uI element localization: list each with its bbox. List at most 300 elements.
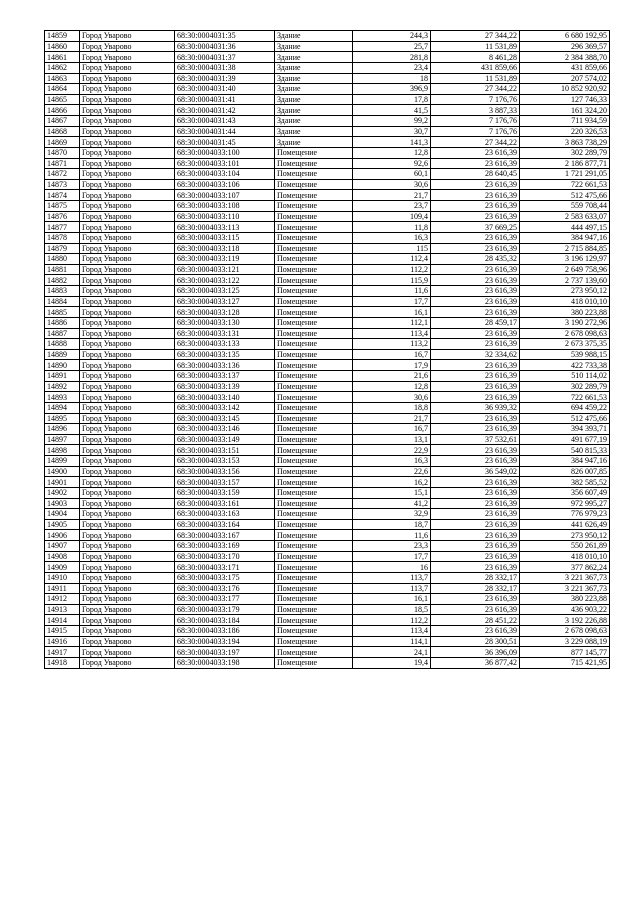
unit-value-cell: 23 616,39 — [431, 456, 520, 467]
object-type-cell: Помещение — [275, 498, 353, 509]
row-number-cell: 14865 — [45, 94, 80, 105]
area-cell: 23,4 — [353, 62, 431, 73]
cadastral-value-cell: 539 988,15 — [520, 349, 610, 360]
locality-cell: Город Уварово — [80, 572, 175, 583]
table-row — [45, 392, 610, 403]
area-cell: 112,4 — [353, 254, 431, 265]
table-row — [45, 147, 610, 158]
object-type-cell: Помещение — [275, 158, 353, 169]
area-cell: 112,2 — [353, 615, 431, 626]
area-cell: 17,9 — [353, 360, 431, 371]
cadastral-value-cell: 512 475,66 — [520, 413, 610, 424]
locality-cell: Город Уварово — [80, 254, 175, 265]
locality-cell: Город Уварово — [80, 498, 175, 509]
object-type-cell: Здание — [275, 116, 353, 127]
table-row — [45, 647, 610, 658]
area-cell: 18 — [353, 73, 431, 84]
row-number-cell: 14878 — [45, 232, 80, 243]
table-row — [45, 434, 610, 445]
cadastral-number-cell: 68:30:0004033:121 — [175, 264, 275, 275]
locality-cell: Город Уварово — [80, 657, 175, 668]
cadastral-number-cell: 68:30:0004033:153 — [175, 456, 275, 467]
locality-cell: Город Уварово — [80, 339, 175, 350]
cadastral-value-cell: 972 995,27 — [520, 498, 610, 509]
table-row — [45, 307, 610, 318]
area-cell: 396,9 — [353, 84, 431, 95]
table-row — [45, 424, 610, 435]
table-row — [45, 402, 610, 413]
cadastral-value-cell: 2 737 139,60 — [520, 275, 610, 286]
table-row — [45, 243, 610, 254]
cadastral-number-cell: 68:30:0004033:161 — [175, 498, 275, 509]
row-number-cell: 14918 — [45, 657, 80, 668]
object-type-cell: Помещение — [275, 392, 353, 403]
cadastral-number-cell: 68:30:0004031:37 — [175, 52, 275, 63]
table-row — [45, 339, 610, 350]
row-number-cell: 14914 — [45, 615, 80, 626]
table-row — [45, 615, 610, 626]
cadastral-value-cell: 3 221 367,73 — [520, 572, 610, 583]
row-number-cell: 14876 — [45, 211, 80, 222]
cadastral-value-cell: 441 626,49 — [520, 519, 610, 530]
row-number-cell: 14893 — [45, 392, 80, 403]
locality-cell: Город Уварово — [80, 222, 175, 233]
object-type-cell: Помещение — [275, 371, 353, 382]
object-type-cell: Помещение — [275, 201, 353, 212]
locality-cell: Город Уварово — [80, 551, 175, 562]
row-number-cell: 14897 — [45, 434, 80, 445]
row-number-cell: 14882 — [45, 275, 80, 286]
area-cell: 114,1 — [353, 636, 431, 647]
area-cell: 16,2 — [353, 477, 431, 488]
cadastral-number-cell: 68:30:0004033:115 — [175, 232, 275, 243]
cadastral-value-cell: 380 223,88 — [520, 594, 610, 605]
cadastral-number-cell: 68:30:0004033:119 — [175, 254, 275, 265]
unit-value-cell: 23 616,39 — [431, 498, 520, 509]
cadastral-number-cell: 68:30:0004033:169 — [175, 541, 275, 552]
cadastral-value-cell: 2 384 388,70 — [520, 52, 610, 63]
locality-cell: Город Уварово — [80, 62, 175, 73]
locality-cell: Город Уварово — [80, 328, 175, 339]
unit-value-cell: 28 451,22 — [431, 615, 520, 626]
area-cell: 113,4 — [353, 328, 431, 339]
cadastral-number-cell: 68:30:0004031:36 — [175, 41, 275, 52]
cadastral-value-table — [44, 30, 610, 669]
unit-value-cell: 36 939,32 — [431, 402, 520, 413]
cadastral-value-cell: 711 934,59 — [520, 116, 610, 127]
area-cell: 281,8 — [353, 52, 431, 63]
locality-cell: Город Уварово — [80, 243, 175, 254]
unit-value-cell: 36 549,02 — [431, 466, 520, 477]
table-row — [45, 84, 610, 95]
unit-value-cell: 23 616,39 — [431, 371, 520, 382]
cadastral-number-cell: 68:30:0004033:107 — [175, 190, 275, 201]
unit-value-cell: 23 616,39 — [431, 275, 520, 286]
area-cell: 16,1 — [353, 594, 431, 605]
area-cell: 41,2 — [353, 498, 431, 509]
cadastral-number-cell: 68:30:0004033:110 — [175, 211, 275, 222]
table-row — [45, 222, 610, 233]
table-row — [45, 509, 610, 520]
locality-cell: Город Уварово — [80, 169, 175, 180]
unit-value-cell: 37 532,61 — [431, 434, 520, 445]
cadastral-number-cell: 68:30:0004033:156 — [175, 466, 275, 477]
table-row — [45, 360, 610, 371]
area-cell: 11,8 — [353, 222, 431, 233]
table-row — [45, 636, 610, 647]
cadastral-number-cell: 68:30:0004033:130 — [175, 317, 275, 328]
cadastral-value-cell: 540 815,33 — [520, 445, 610, 456]
area-cell: 244,3 — [353, 31, 431, 42]
object-type-cell: Помещение — [275, 434, 353, 445]
cadastral-value-cell: 3 863 738,29 — [520, 137, 610, 148]
object-type-cell: Здание — [275, 126, 353, 137]
row-number-cell: 14860 — [45, 41, 80, 52]
cadastral-value-cell: 2 715 884,85 — [520, 243, 610, 254]
table-row — [45, 604, 610, 615]
row-number-cell: 14862 — [45, 62, 80, 73]
unit-value-cell: 23 616,39 — [431, 604, 520, 615]
unit-value-cell: 32 334,62 — [431, 349, 520, 360]
cadastral-number-cell: 68:30:0004033:197 — [175, 647, 275, 658]
cadastral-value-cell: 491 677,19 — [520, 434, 610, 445]
cadastral-value-cell: 384 947,16 — [520, 232, 610, 243]
row-number-cell: 14906 — [45, 530, 80, 541]
cadastral-number-cell: 68:30:0004031:39 — [175, 73, 275, 84]
cadastral-value-cell: 207 574,02 — [520, 73, 610, 84]
row-number-cell: 14873 — [45, 179, 80, 190]
object-type-cell: Помещение — [275, 296, 353, 307]
object-type-cell: Помещение — [275, 190, 353, 201]
table-row — [45, 169, 610, 180]
locality-cell: Город Уварово — [80, 530, 175, 541]
table-row — [45, 179, 610, 190]
object-type-cell: Здание — [275, 62, 353, 73]
object-type-cell: Помещение — [275, 466, 353, 477]
unit-value-cell: 23 616,39 — [431, 296, 520, 307]
area-cell: 22,9 — [353, 445, 431, 456]
row-number-cell: 14885 — [45, 307, 80, 318]
row-number-cell: 14894 — [45, 402, 80, 413]
area-cell: 12,8 — [353, 147, 431, 158]
table-row — [45, 626, 610, 637]
area-cell: 11,6 — [353, 530, 431, 541]
cadastral-value-cell: 444 497,15 — [520, 222, 610, 233]
object-type-cell: Помещение — [275, 456, 353, 467]
unit-value-cell: 23 616,39 — [431, 509, 520, 520]
object-type-cell: Помещение — [275, 147, 353, 158]
cadastral-value-cell: 722 661,53 — [520, 392, 610, 403]
unit-value-cell: 23 616,39 — [431, 286, 520, 297]
unit-value-cell: 23 616,39 — [431, 445, 520, 456]
row-number-cell: 14909 — [45, 562, 80, 573]
cadastral-value-cell: 431 859,66 — [520, 62, 610, 73]
table-row — [45, 94, 610, 105]
table-row — [45, 562, 610, 573]
locality-cell: Город Уварово — [80, 31, 175, 42]
cadastral-number-cell: 68:30:0004033:164 — [175, 519, 275, 530]
area-cell: 23,3 — [353, 541, 431, 552]
row-number-cell: 14874 — [45, 190, 80, 201]
locality-cell: Город Уварово — [80, 381, 175, 392]
area-cell: 16,7 — [353, 349, 431, 360]
locality-cell: Город Уварово — [80, 264, 175, 275]
cadastral-value-cell: 356 607,49 — [520, 487, 610, 498]
row-number-cell: 14904 — [45, 509, 80, 520]
row-number-cell: 14892 — [45, 381, 80, 392]
cadastral-value-cell: 2 678 098,63 — [520, 328, 610, 339]
locality-cell: Город Уварово — [80, 392, 175, 403]
unit-value-cell: 23 616,39 — [431, 179, 520, 190]
table-row — [45, 190, 610, 201]
object-type-cell: Помещение — [275, 381, 353, 392]
area-cell: 19,4 — [353, 657, 431, 668]
cadastral-number-cell: 68:30:0004033:139 — [175, 381, 275, 392]
unit-value-cell: 23 616,39 — [431, 626, 520, 637]
cadastral-value-cell: 550 261,89 — [520, 541, 610, 552]
cadastral-value-cell: 273 950,12 — [520, 530, 610, 541]
cadastral-value-cell: 512 475,66 — [520, 190, 610, 201]
object-type-cell: Помещение — [275, 286, 353, 297]
unit-value-cell: 23 616,39 — [431, 360, 520, 371]
cadastral-number-cell: 68:30:0004031:35 — [175, 31, 275, 42]
cadastral-number-cell: 68:30:0004033:125 — [175, 286, 275, 297]
cadastral-number-cell: 68:30:0004033:179 — [175, 604, 275, 615]
unit-value-cell: 3 887,33 — [431, 105, 520, 116]
locality-cell: Город Уварово — [80, 105, 175, 116]
table-row — [45, 317, 610, 328]
area-cell: 16,7 — [353, 424, 431, 435]
row-number-cell: 14859 — [45, 31, 80, 42]
area-cell: 21,6 — [353, 371, 431, 382]
unit-value-cell: 11 531,89 — [431, 41, 520, 52]
cadastral-value-cell: 418 010,10 — [520, 551, 610, 562]
cadastral-value-cell: 722 661,53 — [520, 179, 610, 190]
area-cell: 99,2 — [353, 116, 431, 127]
row-number-cell: 14898 — [45, 445, 80, 456]
row-number-cell: 14861 — [45, 52, 80, 63]
locality-cell: Город Уварово — [80, 456, 175, 467]
row-number-cell: 14881 — [45, 264, 80, 275]
area-cell: 109,4 — [353, 211, 431, 222]
area-cell: 16,3 — [353, 232, 431, 243]
locality-cell: Город Уварово — [80, 84, 175, 95]
row-number-cell: 14867 — [45, 116, 80, 127]
row-number-cell: 14872 — [45, 169, 80, 180]
locality-cell: Город Уварово — [80, 604, 175, 615]
object-type-cell: Помещение — [275, 413, 353, 424]
object-type-cell: Помещение — [275, 583, 353, 594]
unit-value-cell: 23 616,39 — [431, 307, 520, 318]
locality-cell: Город Уварово — [80, 371, 175, 382]
table-row — [45, 541, 610, 552]
object-type-cell: Помещение — [275, 243, 353, 254]
row-number-cell: 14900 — [45, 466, 80, 477]
unit-value-cell: 23 616,39 — [431, 158, 520, 169]
unit-value-cell: 23 616,39 — [431, 328, 520, 339]
locality-cell: Город Уварово — [80, 116, 175, 127]
table-row — [45, 594, 610, 605]
table-row — [45, 73, 610, 84]
cadastral-number-cell: 68:30:0004031:45 — [175, 137, 275, 148]
row-number-cell: 14863 — [45, 73, 80, 84]
cadastral-number-cell: 68:30:0004033:128 — [175, 307, 275, 318]
table-row — [45, 519, 610, 530]
area-cell: 115 — [353, 243, 431, 254]
locality-cell: Город Уварово — [80, 73, 175, 84]
row-number-cell: 14908 — [45, 551, 80, 562]
unit-value-cell: 23 616,39 — [431, 530, 520, 541]
unit-value-cell: 28 332,17 — [431, 583, 520, 594]
object-type-cell: Помещение — [275, 254, 353, 265]
cadastral-value-cell: 1 721 291,05 — [520, 169, 610, 180]
table-row — [45, 487, 610, 498]
table-row — [45, 201, 610, 212]
cadastral-number-cell: 68:30:0004033:142 — [175, 402, 275, 413]
unit-value-cell: 23 616,39 — [431, 147, 520, 158]
object-type-cell: Помещение — [275, 360, 353, 371]
cadastral-value-cell: 161 324,20 — [520, 105, 610, 116]
locality-cell: Город Уварово — [80, 211, 175, 222]
object-type-cell: Помещение — [275, 541, 353, 552]
area-cell: 16,3 — [353, 456, 431, 467]
area-cell: 41,5 — [353, 105, 431, 116]
row-number-cell: 14913 — [45, 604, 80, 615]
object-type-cell: Помещение — [275, 647, 353, 658]
area-cell: 112,2 — [353, 264, 431, 275]
cadastral-value-cell: 510 114,02 — [520, 371, 610, 382]
table-row — [45, 264, 610, 275]
unit-value-cell: 23 616,39 — [431, 232, 520, 243]
unit-value-cell: 28 300,51 — [431, 636, 520, 647]
object-type-cell: Здание — [275, 105, 353, 116]
object-type-cell: Помещение — [275, 551, 353, 562]
cadastral-number-cell: 68:30:0004031:40 — [175, 84, 275, 95]
area-cell: 30,7 — [353, 126, 431, 137]
object-type-cell: Здание — [275, 41, 353, 52]
row-number-cell: 14915 — [45, 626, 80, 637]
area-cell: 60,1 — [353, 169, 431, 180]
table-row — [45, 445, 610, 456]
area-cell: 24,1 — [353, 647, 431, 658]
locality-cell: Город Уварово — [80, 360, 175, 371]
cadastral-number-cell: 68:30:0004031:42 — [175, 105, 275, 116]
table-row — [45, 52, 610, 63]
cadastral-value-cell: 694 459,22 — [520, 402, 610, 413]
object-type-cell: Помещение — [275, 349, 353, 360]
cadastral-number-cell: 68:30:0004033:151 — [175, 445, 275, 456]
area-cell: 13,1 — [353, 434, 431, 445]
cadastral-value-cell: 273 950,12 — [520, 286, 610, 297]
locality-cell: Город Уварово — [80, 147, 175, 158]
cadastral-number-cell: 68:30:0004033:135 — [175, 349, 275, 360]
locality-cell: Город Уварово — [80, 41, 175, 52]
cadastral-value-cell: 394 393,71 — [520, 424, 610, 435]
table-row — [45, 62, 610, 73]
unit-value-cell: 28 459,17 — [431, 317, 520, 328]
locality-cell: Город Уварово — [80, 307, 175, 318]
area-cell: 16 — [353, 562, 431, 573]
cadastral-value-cell: 826 007,85 — [520, 466, 610, 477]
object-type-cell: Помещение — [275, 445, 353, 456]
locality-cell: Город Уварово — [80, 519, 175, 530]
cadastral-value-cell: 3 229 088,19 — [520, 636, 610, 647]
table-row — [45, 211, 610, 222]
cadastral-value-cell: 436 903,22 — [520, 604, 610, 615]
row-number-cell: 14910 — [45, 572, 80, 583]
object-type-cell: Помещение — [275, 509, 353, 520]
object-type-cell: Здание — [275, 94, 353, 105]
area-cell: 30,6 — [353, 179, 431, 190]
object-type-cell: Помещение — [275, 530, 353, 541]
cadastral-value-cell: 559 708,44 — [520, 201, 610, 212]
table-row — [45, 328, 610, 339]
row-number-cell: 14871 — [45, 158, 80, 169]
locality-cell: Город Уварово — [80, 179, 175, 190]
row-number-cell: 14880 — [45, 254, 80, 265]
area-cell: 11,6 — [353, 286, 431, 297]
unit-value-cell: 23 616,39 — [431, 594, 520, 605]
table-row — [45, 296, 610, 307]
unit-value-cell: 23 616,39 — [431, 211, 520, 222]
cadastral-number-cell: 68:30:0004033:118 — [175, 243, 275, 254]
unit-value-cell: 7 176,76 — [431, 116, 520, 127]
object-type-cell: Помещение — [275, 222, 353, 233]
table-row — [45, 31, 610, 42]
cadastral-value-cell: 220 326,53 — [520, 126, 610, 137]
locality-cell: Город Уварово — [80, 615, 175, 626]
unit-value-cell: 23 616,39 — [431, 424, 520, 435]
object-type-cell: Помещение — [275, 424, 353, 435]
locality-cell: Город Уварово — [80, 562, 175, 573]
cadastral-number-cell: 68:30:0004033:194 — [175, 636, 275, 647]
cadastral-number-cell: 68:30:0004033:186 — [175, 626, 275, 637]
cadastral-number-cell: 68:30:0004033:122 — [175, 275, 275, 286]
row-number-cell: 14888 — [45, 339, 80, 350]
object-type-cell: Помещение — [275, 275, 353, 286]
locality-cell: Город Уварово — [80, 296, 175, 307]
table-row — [45, 551, 610, 562]
table-row — [45, 286, 610, 297]
locality-cell: Город Уварово — [80, 190, 175, 201]
cadastral-number-cell: 68:30:0004033:184 — [175, 615, 275, 626]
unit-value-cell: 23 616,39 — [431, 381, 520, 392]
object-type-cell: Помещение — [275, 317, 353, 328]
cadastral-number-cell: 68:30:0004033:127 — [175, 296, 275, 307]
area-cell: 18,8 — [353, 402, 431, 413]
area-cell: 21,7 — [353, 190, 431, 201]
unit-value-cell: 23 616,39 — [431, 541, 520, 552]
row-number-cell: 14884 — [45, 296, 80, 307]
unit-value-cell: 23 616,39 — [431, 413, 520, 424]
area-cell: 17,7 — [353, 551, 431, 562]
table-row — [45, 158, 610, 169]
cadastral-number-cell: 68:30:0004033:157 — [175, 477, 275, 488]
locality-cell: Город Уварово — [80, 94, 175, 105]
area-cell: 17,7 — [353, 296, 431, 307]
object-type-cell: Помещение — [275, 626, 353, 637]
object-type-cell: Помещение — [275, 328, 353, 339]
locality-cell: Город Уварово — [80, 434, 175, 445]
locality-cell: Город Уварово — [80, 286, 175, 297]
unit-value-cell: 7 176,76 — [431, 126, 520, 137]
table-row — [45, 583, 610, 594]
table-row — [45, 498, 610, 509]
cadastral-number-cell: 68:30:0004033:136 — [175, 360, 275, 371]
cadastral-value-cell: 3 190 272,96 — [520, 317, 610, 328]
row-number-cell: 14879 — [45, 243, 80, 254]
cadastral-value-cell: 2 673 375,35 — [520, 339, 610, 350]
